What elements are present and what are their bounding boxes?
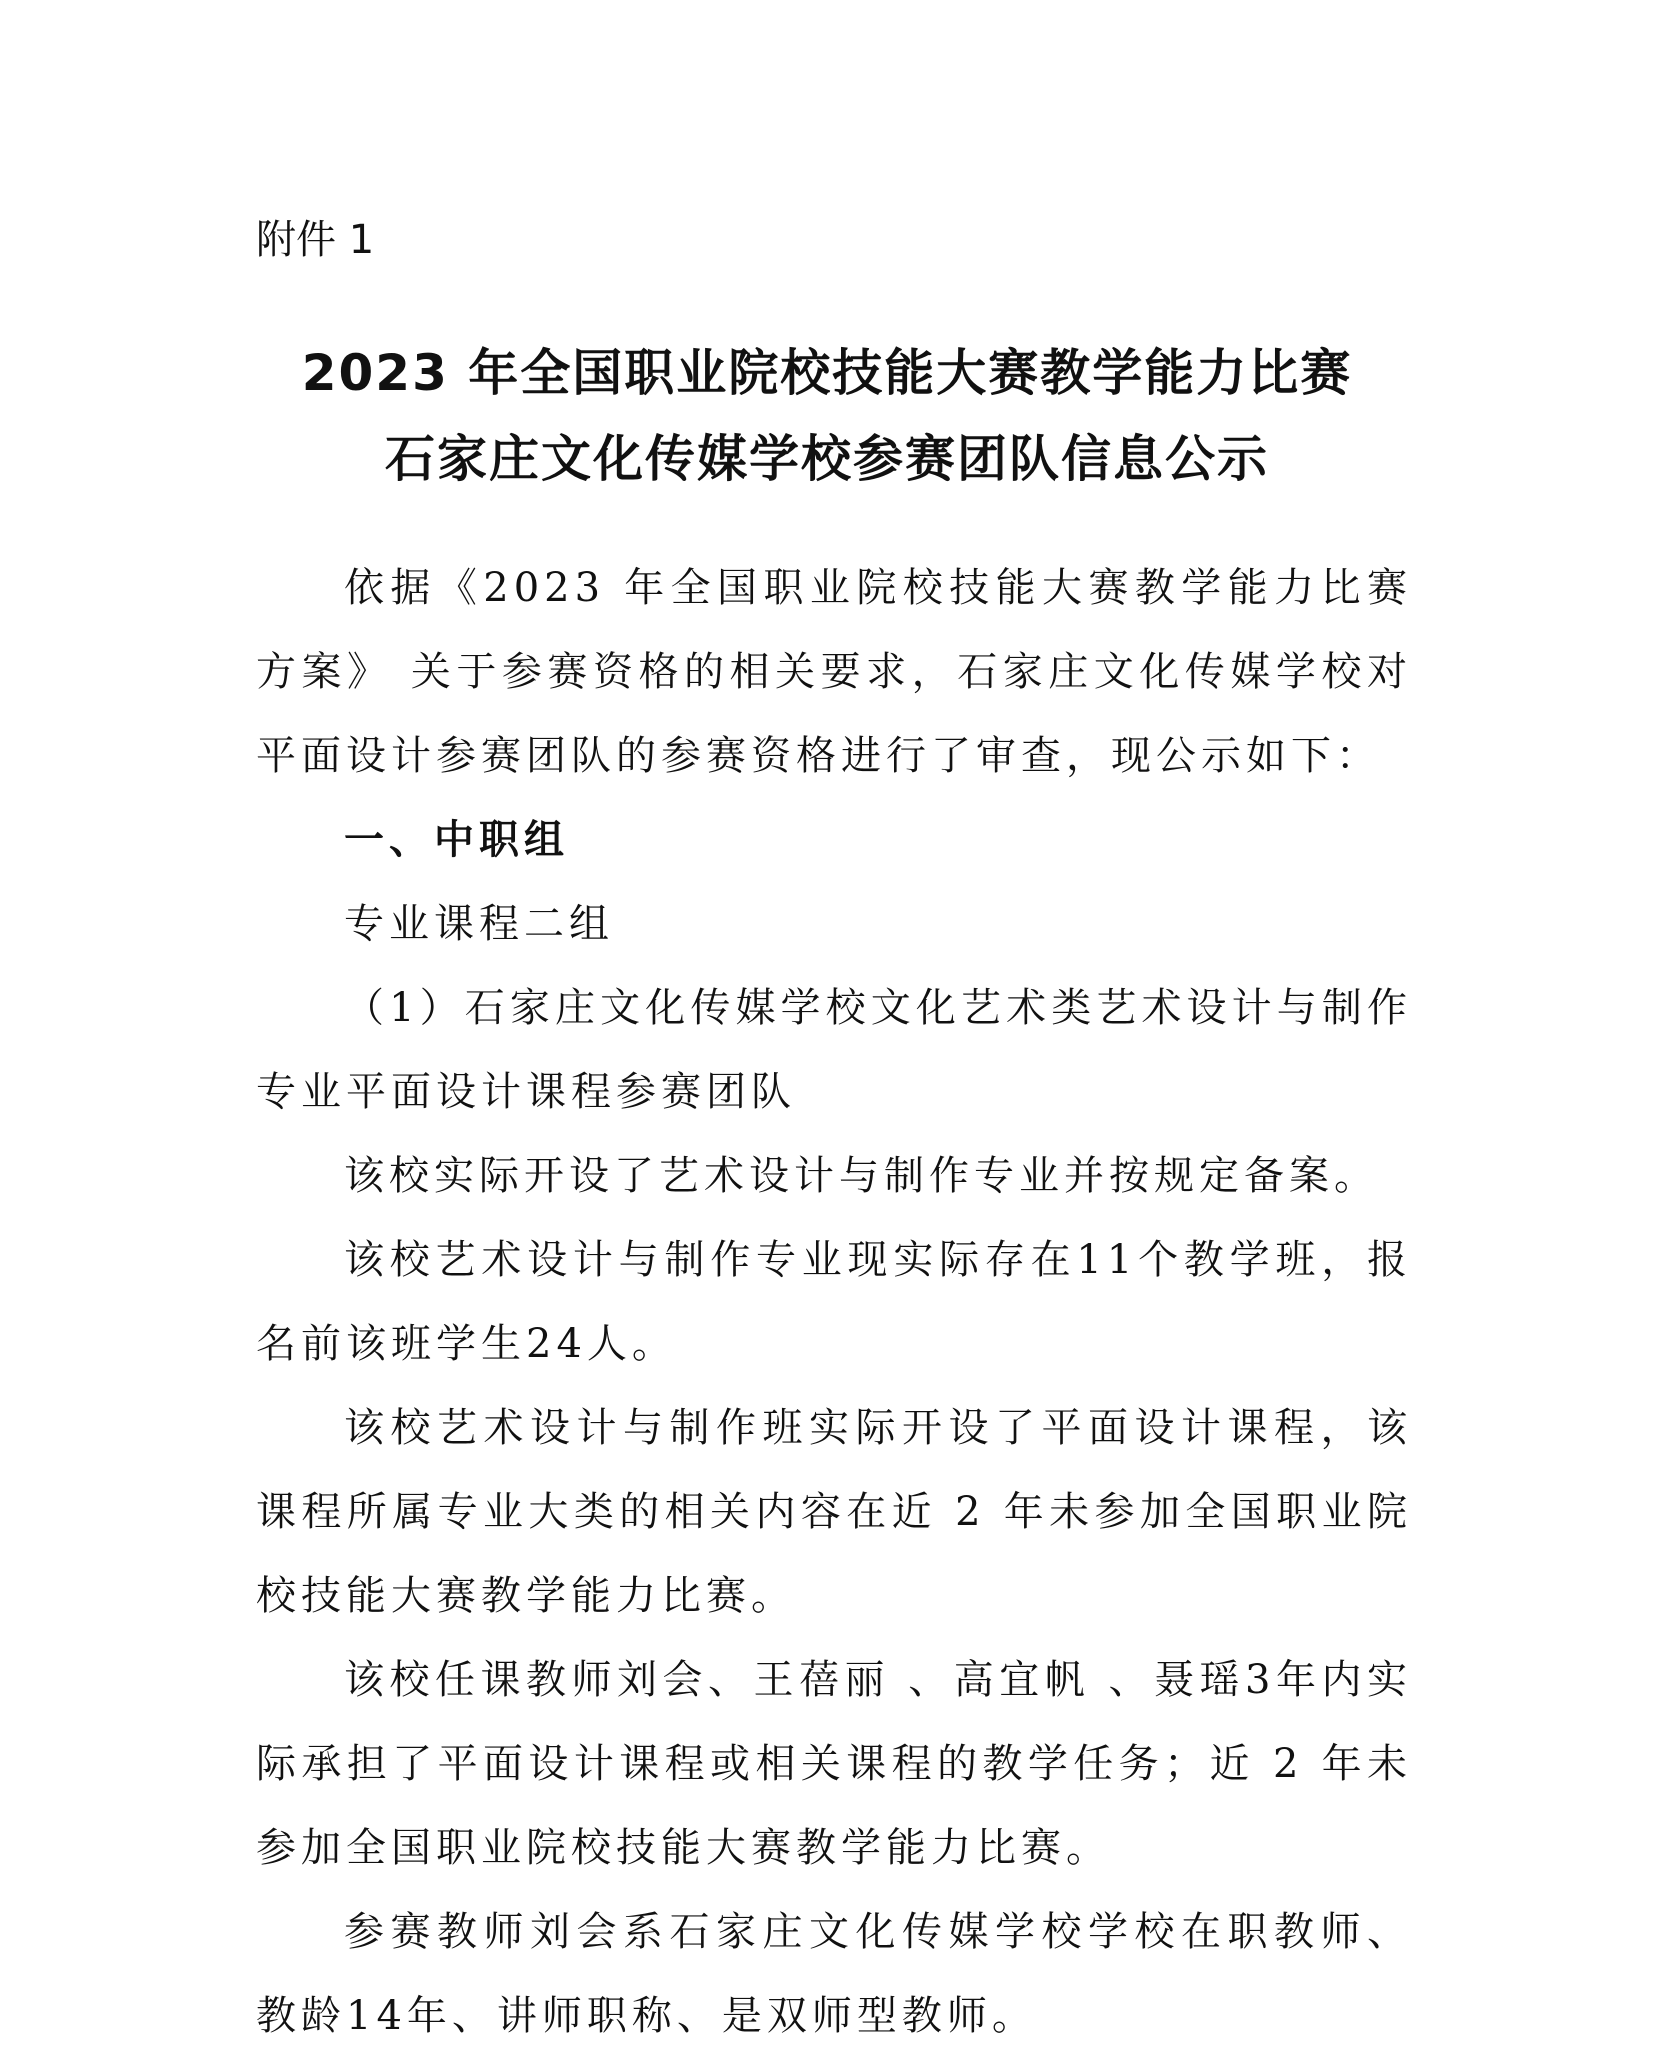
document-title	[160, 330, 1494, 502]
annex-label: 附件 1	[256, 217, 375, 263]
document-body	[256, 546, 1412, 2058]
title-line-1: 2023 年全国职业院校技能大赛教学能力比赛	[301, 344, 1353, 402]
section-heading: 一、中职组	[344, 817, 569, 863]
body-paragraph: 该校艺术设计与制作班实际开设了平面设计课程，该课程所属专业大类的相关内容在近 2 年未参加全国职业院校技能大赛教学能力比赛。	[256, 1405, 1412, 1619]
body-paragraph: 该校任课教师刘会、王蓓丽 、高宜帆 、聂瑶3年内实际承担了平面设计课程或相关课程的教学任务；近 2 年未参加全国职业院校技能大赛教学能力比赛。	[256, 1657, 1412, 1871]
body-paragraph: 参赛教师刘会系石家庄文化传媒学校学校在职教师、教龄14年、讲师职称、是双师型教师。	[256, 1909, 1412, 2039]
intro-paragraph: 依据《2023 年全国职业院校技能大赛教学能力比赛方案》 关于参赛资格的相关要求，石家庄文化传媒学校对平面设计参赛团队的参赛资格进行了审查，现公示如下：	[256, 565, 1412, 779]
title-line-2: 石家庄文化传媒学校参赛团队信息公示	[385, 430, 1269, 488]
subsection-heading: 专业课程二组	[344, 901, 614, 947]
team-title-paragraph: （1）石家庄文化传媒学校文化艺术类艺术设计与制作专业平面设计课程参赛团队	[256, 985, 1412, 1115]
body-paragraph: 该校艺术设计与制作专业现实际存在11个教学班，报名前该班学生24人。	[256, 1237, 1412, 1367]
body-paragraph: 该校实际开设了艺术设计与制作专业并按规定备案。	[344, 1153, 1379, 1199]
